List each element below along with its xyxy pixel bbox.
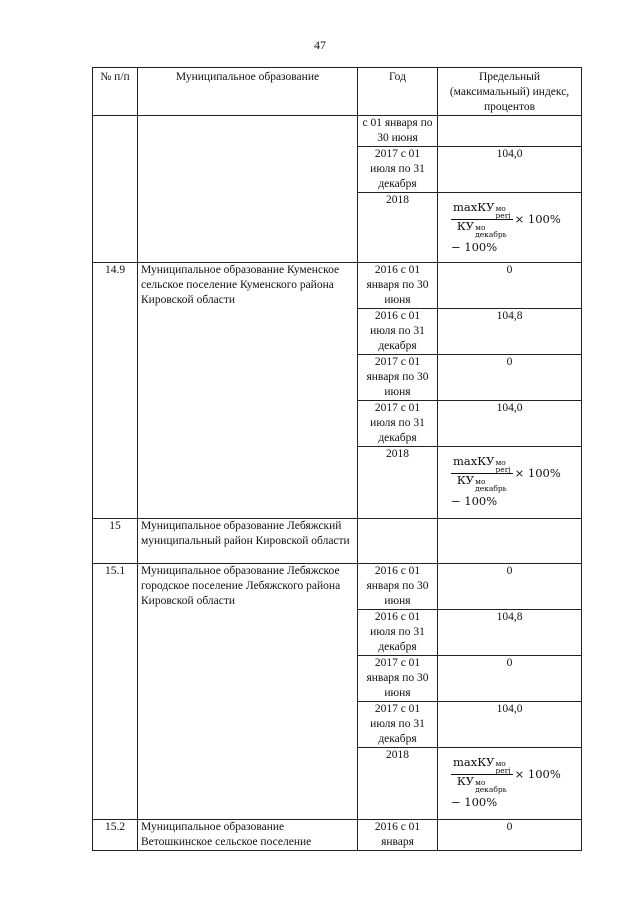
period-year: 2016 с 01 января по 30 июня xyxy=(358,263,438,309)
formula-denominator xyxy=(455,474,509,492)
formula-sub: декабрь xyxy=(475,484,507,493)
limit-index: 0 xyxy=(438,820,582,851)
header-num: № п/п xyxy=(93,68,138,116)
index-formula xyxy=(441,447,578,509)
period-year: 2017 с 01 января по 30 июня xyxy=(358,656,438,702)
formula-ku: КУ xyxy=(456,219,475,233)
formula-ku: КУ xyxy=(456,774,475,788)
limit-index-table xyxy=(92,67,582,851)
index-formula xyxy=(441,748,578,810)
row-number: 15 xyxy=(93,519,138,564)
formula-times: × 100% xyxy=(514,767,561,781)
period-year: 2018 xyxy=(358,748,438,820)
header-index: Предельный (максимальный) индекс, процентов xyxy=(438,68,582,116)
page-number: 47 xyxy=(314,38,326,52)
formula-numerator xyxy=(451,756,513,775)
limit-index xyxy=(438,193,582,263)
formula-ku: КУ xyxy=(477,454,495,468)
period-year: 2016 с 01 июля по 31 декабря xyxy=(358,309,438,355)
limit-index xyxy=(438,519,582,564)
limit-index: 0 xyxy=(438,656,582,702)
table-row xyxy=(93,116,582,147)
period-year: 2017 с 01 июля по 31 декабря xyxy=(358,401,438,447)
formula-numerator xyxy=(451,455,513,474)
municipality-name: Муниципальное образование Ветошкинское сельское поселение xyxy=(138,820,358,851)
limit-index: 104,8 xyxy=(438,309,582,355)
formula-minus: − 100% xyxy=(451,240,498,254)
formula-ku: КУ xyxy=(456,473,475,487)
formula-sub: perj xyxy=(495,766,511,775)
formula-minus: − 100% xyxy=(451,494,498,508)
row-number: 15.2 xyxy=(93,820,138,851)
formula-fraction xyxy=(451,756,513,793)
formula-numerator xyxy=(451,201,513,220)
formula-ku: КУ xyxy=(477,200,495,214)
formula-sup: мо xyxy=(495,204,506,213)
formula-sub: perj xyxy=(495,211,511,220)
period-year: 2017 с 01 января по 30 июня xyxy=(358,355,438,401)
formula-sub: декабрь xyxy=(475,785,507,794)
formula-fraction xyxy=(451,455,513,492)
period-year: 2018 xyxy=(358,447,438,519)
municipality-name: Муниципальное образование Куменское сельское поселение Куменского района Кировской области xyxy=(138,263,358,519)
limit-index: 104,0 xyxy=(438,401,582,447)
formula-sup: мо xyxy=(475,778,486,787)
row-number: 15.1 xyxy=(93,564,138,820)
formula-minus: − 100% xyxy=(451,795,498,809)
municipality-name xyxy=(138,116,358,263)
limit-index: 0 xyxy=(438,564,582,610)
municipality-name: Муниципальное образование Лебяжский муниципальный район Кировской области xyxy=(138,519,358,564)
limit-index: 104,0 xyxy=(438,147,582,193)
formula-times: × 100% xyxy=(514,466,561,480)
limit-index: 104,0 xyxy=(438,702,582,748)
table-row xyxy=(93,564,582,610)
limit-index: 104,8 xyxy=(438,610,582,656)
limit-index: 0 xyxy=(438,355,582,401)
table-row xyxy=(93,519,582,564)
row-number xyxy=(93,116,138,263)
formula-times: × 100% xyxy=(514,212,561,226)
index-formula xyxy=(441,193,578,255)
formula-max: max xyxy=(453,200,478,214)
period-year: 2017 с 01 июля по 31 декабря xyxy=(358,147,438,193)
formula-max: max xyxy=(453,454,478,468)
table-row xyxy=(93,263,582,309)
limit-index xyxy=(438,116,582,147)
table-row xyxy=(93,820,582,851)
formula-sub: perj xyxy=(495,465,511,474)
header-year: Год xyxy=(358,68,438,116)
formula-sup: мо xyxy=(475,477,486,486)
formula-max: max xyxy=(453,755,478,769)
period-year: 2017 с 01 июля по 31 декабря xyxy=(358,702,438,748)
formula-sup: мо xyxy=(475,223,486,232)
period-year: 2018 xyxy=(358,193,438,263)
period-year: 2016 с 01 января xyxy=(358,820,438,851)
period-year: с 01 января по 30 июня xyxy=(358,116,438,147)
limit-index xyxy=(438,447,582,519)
formula-sup: мо xyxy=(495,759,506,768)
table-header-row xyxy=(93,68,582,116)
period-year: 2016 с 01 января по 30 июня xyxy=(358,564,438,610)
formula-ku: КУ xyxy=(477,755,495,769)
formula-fraction xyxy=(451,201,513,238)
limit-index xyxy=(438,748,582,820)
period-year xyxy=(358,519,438,564)
municipality-name: Муниципальное образование Лебяжское городское поселение Лебяжского района Кировской области xyxy=(138,564,358,820)
formula-sup: мо xyxy=(495,458,506,467)
formula-denominator xyxy=(455,220,509,238)
header-municipality: Муниципальное образование xyxy=(138,68,358,116)
row-number: 14.9 xyxy=(93,263,138,519)
formula-sub: декабрь xyxy=(475,230,507,239)
limit-index: 0 xyxy=(438,263,582,309)
period-year: 2016 с 01 июля по 31 декабря xyxy=(358,610,438,656)
formula-denominator xyxy=(455,775,509,793)
